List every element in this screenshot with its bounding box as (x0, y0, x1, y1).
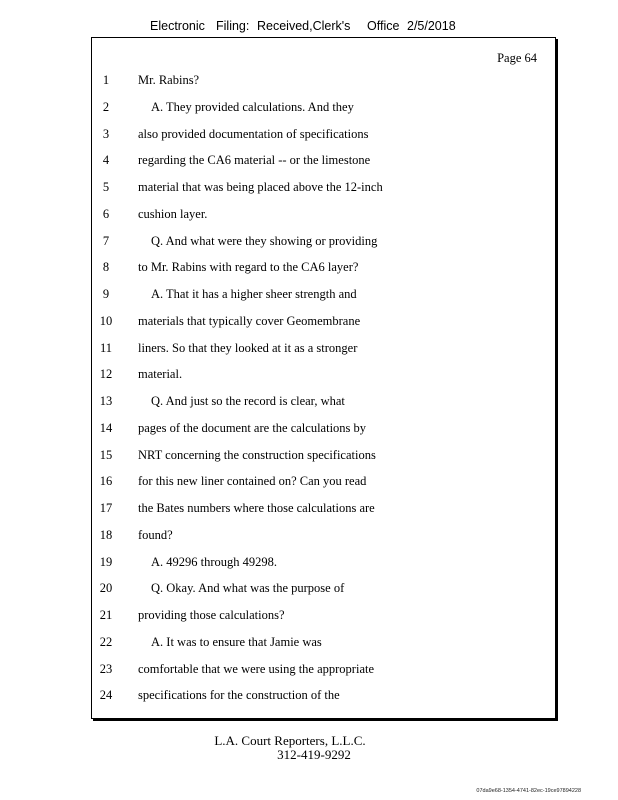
line-text: to Mr. Rabins with regard to the CA6 layer? (138, 260, 359, 275)
transcript-line (92, 127, 555, 145)
transcript-line (92, 234, 555, 252)
transcript-line (92, 367, 555, 385)
line-text: Q. And just so the record is clear, what (151, 394, 345, 408)
line-number: 10 (99, 313, 113, 328)
transcript-line (92, 73, 555, 91)
filing-stamp-received: Received,Clerk's (257, 19, 351, 33)
line-text: cushion layer. (138, 206, 208, 221)
reporter-phone: 312-419-9292 (277, 747, 351, 762)
line-text: pages of the document are the calculations by (138, 420, 367, 435)
transcript-line (92, 501, 555, 519)
line-number: 7 (102, 233, 110, 248)
line-text: the Bates numbers where those calculations are (138, 501, 375, 515)
filing-stamp-electronic: Electronic (150, 19, 205, 33)
line-number: 18 (99, 527, 113, 542)
transcript-line (92, 635, 555, 653)
line-number: 20 (99, 581, 113, 596)
transcript-line (92, 394, 555, 412)
line-number: 19 (99, 554, 113, 569)
line-number: 2 (102, 99, 110, 114)
line-text: NRT concerning the construction specifications (138, 447, 376, 462)
transcript-line (92, 207, 555, 225)
filing-stamp-office: Office (367, 19, 400, 33)
line-text: materials that typically cover Geomembrane (138, 313, 361, 328)
page-number: Page 64 (497, 51, 537, 65)
transcript-line (92, 555, 555, 573)
transcript-line (92, 260, 555, 278)
line-text: Q. Okay. And what was the purpose of (151, 581, 345, 596)
transcript-page (91, 37, 556, 719)
line-text: A. That it has a higher sheer strength and (151, 287, 357, 301)
reporter-company: L.A. Court Reporters, L.L.C. (214, 733, 366, 748)
transcript-line (92, 608, 555, 626)
line-text: found? (138, 527, 173, 542)
line-number: 9 (102, 287, 110, 301)
line-number: 16 (99, 474, 113, 489)
transcript-line (92, 474, 555, 492)
transcript-line (92, 180, 555, 198)
line-number: 3 (102, 126, 110, 141)
line-number: 6 (102, 206, 110, 221)
line-text: Mr. Rabins? (138, 73, 200, 87)
line-text: A. It was to ensure that Jamie was (151, 634, 322, 649)
line-text: for this new liner contained on? Can you read (138, 474, 367, 489)
filing-stamp-date: 2/5/2018 (407, 19, 456, 33)
line-number: 15 (99, 447, 113, 462)
line-number: 17 (99, 501, 113, 515)
line-number: 1 (102, 73, 110, 87)
line-number: 11 (99, 340, 113, 355)
line-number: 4 (102, 153, 110, 168)
line-text: Q. And what were they showing or providing (151, 233, 378, 248)
line-number: 5 (102, 180, 110, 194)
filing-stamp-header (150, 19, 570, 35)
line-text: A. 49296 through 49298. (151, 554, 278, 569)
transcript-line (92, 448, 555, 466)
transcript-line (92, 341, 555, 359)
transcript-line (92, 287, 555, 305)
line-text: liners. So that they looked at it as a stronger (138, 340, 358, 355)
line-number: 22 (99, 634, 113, 649)
line-number: 14 (99, 420, 113, 435)
line-number: 13 (99, 394, 113, 408)
filing-stamp-filing: Filing: (216, 19, 250, 33)
document-hash: 07da9e68-1354-4741-82ec-19ce97894228 (476, 788, 581, 794)
transcript-line (92, 153, 555, 171)
line-number: 21 (99, 608, 113, 622)
line-text: material that was being placed above the 12-inch (138, 180, 383, 194)
line-text: also provided documentation of specifications (138, 126, 369, 141)
line-text: providing those calculations? (138, 608, 285, 622)
line-text: regarding the CA6 material -- or the limestone (138, 153, 371, 168)
line-number: 24 (99, 688, 113, 703)
line-number: 23 (99, 661, 113, 676)
transcript-line (92, 314, 555, 332)
line-text: specifications for the construction of the (138, 688, 340, 703)
line-number: 12 (99, 367, 113, 382)
transcript-line (92, 100, 555, 118)
transcript-line (92, 581, 555, 599)
transcript-line (92, 528, 555, 546)
line-text: comfortable that we were using the appropriate (138, 661, 375, 676)
line-text: material. (138, 367, 183, 382)
line-number: 8 (102, 260, 110, 275)
transcript-line (92, 421, 555, 439)
line-text: A. They provided calculations. And they (151, 99, 354, 114)
transcript-line (92, 688, 555, 706)
transcript-line (92, 662, 555, 680)
